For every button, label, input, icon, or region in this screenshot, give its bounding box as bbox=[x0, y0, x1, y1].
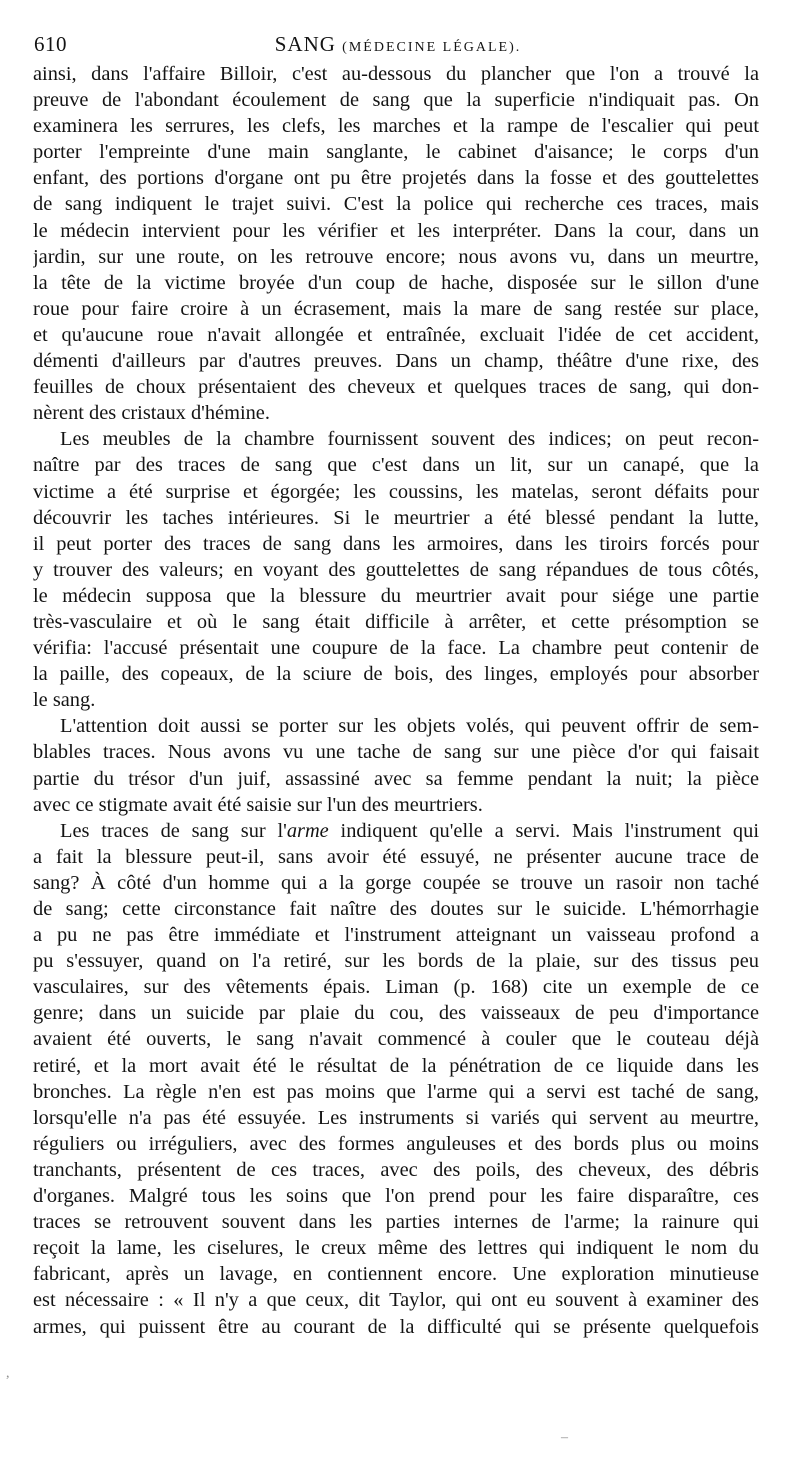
text-line: le médecin intervient pour les vérifier et les interpréter. Dans la cour, dans un bbox=[33, 219, 759, 242]
text-line: enfant, des portions d'organe ont pu être projetés dans la fosse et des gouttelettes bbox=[33, 167, 759, 190]
text-line bbox=[33, 818, 759, 844]
text-line: la paille, des copeaux, de la sciure de bois, des linges, employés pour absorber bbox=[33, 663, 759, 686]
italic-word: arme bbox=[286, 819, 329, 842]
running-title-main: SANG bbox=[274, 32, 336, 56]
page-number: 610 bbox=[34, 32, 67, 56]
text-line: Les meubles de la chambre fournissent souvent des indices; on peut recon- bbox=[60, 428, 759, 451]
paragraph-1 bbox=[33, 61, 759, 426]
text-line: avec ce stigmate avait été saisie sur l'un des meurtriers. bbox=[33, 793, 483, 816]
text-line: a pu ne pas être immédiate et l'instrument atteignant un vaisseau profond a bbox=[33, 924, 759, 947]
text-line: L'attention doit aussi se porter sur les objets volés, qui peuvent offrir de sem- bbox=[60, 715, 759, 738]
text-line: victime a été surprise et égorgée; les coussins, les matelas, seront défaits pour bbox=[33, 480, 759, 503]
text-line: le médecin supposa que la blessure du meurtrier avait pour siége une partie bbox=[33, 584, 759, 607]
text-line: naître par des traces de sang que c'est dans un lit, sur un canapé, que la bbox=[33, 454, 759, 477]
paragraph-4 bbox=[33, 818, 759, 1340]
text-line: démenti d'ailleurs par d'autres preuves. Dans un champ, théâtre d'une rixe, des bbox=[33, 350, 759, 373]
text-line: blables traces. Nous avons vu une tache de sang sur une pièce d'or qui faisait bbox=[33, 741, 759, 764]
text-line: roue pour faire croire à un écrasement, mais la mare de sang restée sur place, bbox=[33, 297, 759, 320]
text-line: partie du trésor d'un juif, assassiné avec sa femme pendant la nuit; la pièce bbox=[33, 767, 759, 790]
text-line: porter l'empreinte d'une main sanglante, le cabinet d'aisance; le corps d'un bbox=[33, 141, 759, 164]
paragraph-2 bbox=[33, 426, 759, 713]
text-line: sang? À côté d'un homme qui a la gorge coupée se trouve un rasoir non taché bbox=[33, 871, 759, 894]
text-line: de sang indiquent le trajet suivi. C'est la police qui recherche ces traces, mais bbox=[33, 193, 759, 216]
text-line: réguliers ou irréguliers, avec des formes anguleuses et des bords plus ou moins bbox=[33, 1132, 759, 1155]
text-line: avaient été ouverts, le sang n'avait commencé à couler que le couteau déjà bbox=[33, 1028, 759, 1051]
scan-speck: – bbox=[561, 1430, 568, 1445]
running-title bbox=[28, 32, 768, 57]
text-line: vérifia: l'accusé présentait une coupure de la face. La chambre peut contenir de bbox=[33, 637, 759, 660]
text-line: d'organes. Malgré tous les soins que l'on prend pour les faire disparaître, ces bbox=[33, 1185, 759, 1208]
text-line: ainsi, dans l'affaire Billoir, c'est au-dessous du plancher que l'on a trouvé la bbox=[33, 63, 759, 85]
text-line: il peut porter des traces de sang dans les armoires, dans les tiroirs forcés pour bbox=[33, 532, 759, 555]
text-line: bronches. La règle n'en est pas moins que l'arme qui a servi est taché de sang, bbox=[33, 1080, 759, 1103]
text-line: pu s'essuyer, quand on l'a retiré, sur les bords de la plaie, sur des tissus peu bbox=[33, 950, 759, 973]
page-header bbox=[28, 32, 768, 60]
running-title-sub: (MÉDECINE LÉGALE). bbox=[342, 40, 522, 55]
text-line: armes, qui puissent être au courant de la difficulté qui se présente quelquefois bbox=[33, 1315, 759, 1338]
body-text bbox=[33, 61, 759, 1340]
text-line: jardin, sur une route, on les retrouve encore; nous avons vu, dans un meurtre, bbox=[33, 245, 759, 268]
text-line: feuilles de choux présentaient des cheveux et quelques traces de sang, qui don- bbox=[33, 376, 759, 399]
text-line: la tête de la victime broyée d'un coup de hache, disposée sur le sillon d'une bbox=[33, 271, 759, 294]
text-line: traces se retrouvent souvent dans les parties internes de l'arme; la rainure qui bbox=[33, 1211, 759, 1234]
text-line: lorsqu'elle n'a pas été essuyée. Les instruments si variés qui servent au meurtre, bbox=[33, 1106, 759, 1129]
text-line: découvrir les taches intérieures. Si le meurtrier a été blessé pendant la lutte, bbox=[33, 506, 759, 529]
text-line: preuve de l'abondant écoulement de sang que la superficie n'indiquait pas. On bbox=[33, 89, 759, 112]
text-line: vasculaires, sur des vêtements épais. Liman (p. 168) cite un exemple de ce bbox=[33, 976, 759, 999]
text-line: reçoit la lame, les ciselures, le creux même des lettres qui indiquent le nom du bbox=[33, 1237, 759, 1260]
text-line: examinera les serrures, les clefs, les marches et la rampe de l'escalier qui peut bbox=[33, 115, 759, 138]
text-line: a fait la blessure peut-il, sans avoir été essuyé, ne présenter aucune trace de bbox=[33, 845, 759, 868]
text-line: et qu'aucune roue n'avait allongée et entraînée, excluait l'idée de cet accident, bbox=[33, 323, 759, 346]
text-line: genre; dans un suicide par plaie du cou, des vaisseaux de peu d'importance bbox=[33, 1002, 759, 1025]
text-line: est nécessaire : « Il n'y a que ceux, dit Taylor, qui ont eu souvent à examiner des bbox=[33, 1289, 759, 1312]
text-line: tranchants, présentent de ces traces, avec des poils, des cheveux, des débris bbox=[33, 1158, 759, 1181]
text-run: indiquent qu'elle a servi. Mais l'instrument qui bbox=[328, 819, 759, 842]
text-line: de sang; cette circonstance fait naître des doutes sur le suicide. L'hémorrhagie bbox=[33, 898, 759, 920]
text-line: le sang. bbox=[33, 689, 96, 712]
text-line: fabricant, après un lavage, en contiennent encore. Une exploration minutieuse bbox=[33, 1263, 759, 1286]
text-line: très-vasculaire et où le sang était difficile à arrêter, et cette présomption se bbox=[33, 610, 759, 633]
text-run: Les traces de sang sur l' bbox=[60, 819, 287, 842]
text-line: y trouver des valeurs; en voyant des gouttelettes de sang répandues de tous côtés, bbox=[33, 558, 759, 581]
text-line: nèrent des cristaux d'hémine. bbox=[33, 402, 270, 425]
scan-speck: , bbox=[6, 1366, 10, 1381]
text-line: retiré, et la mort avait été le résultat de la pénétration de ce liquide dans les bbox=[33, 1054, 759, 1077]
paragraph-3 bbox=[33, 713, 759, 817]
